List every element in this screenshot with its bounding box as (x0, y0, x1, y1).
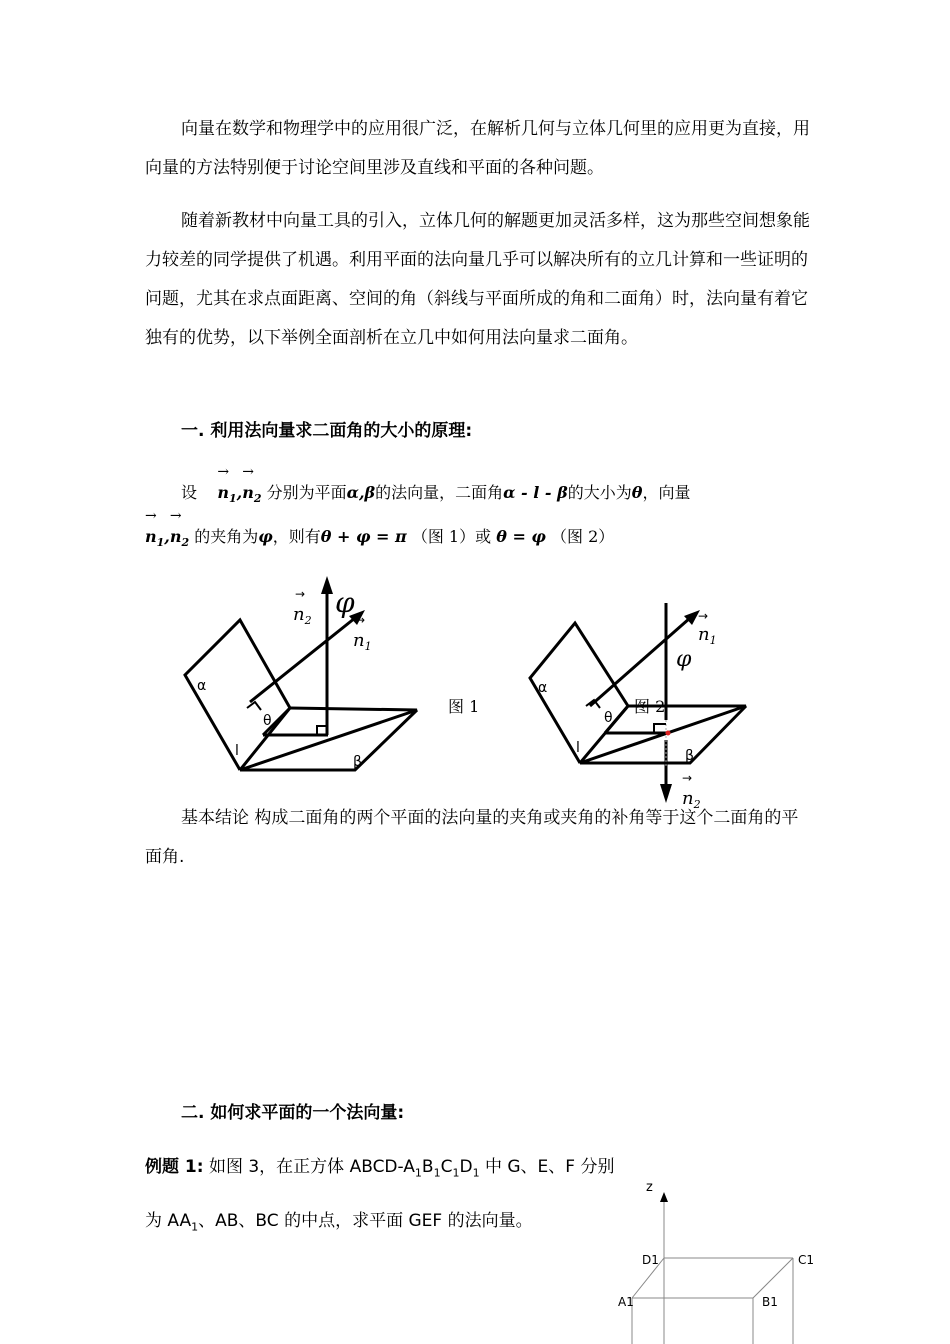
vector-arrow-n2: → (295, 587, 306, 601)
foot-point (666, 731, 671, 736)
principle-line-1 (181, 480, 690, 505)
label-beta: β (685, 748, 694, 764)
section-1-heading: 一. 利用法向量求二面角的大小的原理: (181, 421, 473, 441)
label-l: l (576, 740, 580, 756)
text-fig2: （图 2） (551, 527, 615, 546)
label-c1: C1 (798, 1253, 815, 1267)
figure-1-diagram (175, 570, 425, 785)
intro-paragraph-1: 向量在数学和物理学中的应用很广泛，在解析几何与立体几何里的应用更为直接，用向量的方法特别便于讨论空间里涉及直线和平面的各种问题。 (145, 119, 810, 178)
text-normal-vectors-of: 分别为平面 (266, 483, 347, 502)
figure-2-caption: 图 2 (634, 697, 666, 716)
label-phi: φ (335, 586, 355, 619)
figure-1-caption: 图 1 (448, 697, 480, 716)
principle-line-2 (145, 524, 614, 549)
intro-paragraph-2: 随着新教材中向量工具的引入，立体几何的解题更加灵活多样，这为那些空间想象能力较差的同学提供了机遇。利用平面的法向量几乎可以解决所有的立几计算和一些证明的问题，尤其在求点面距离、空间的角（斜线与平面所成的角和二面角）时，法向量有着它独有的优势，以下举例全面剖析在立几中如何用法向量求二面角。 (145, 211, 810, 348)
label-alpha: α (538, 680, 548, 696)
comma: , (164, 527, 170, 546)
right-angle-marker-alpha (247, 702, 261, 710)
vector-n2: → $n_2$ (242, 483, 261, 505)
example-1-line-1: 例题 1: 如图 3，在正方体 ABCD-$A_1B_1C_1D_1$ 中 G、E、F 分别 (145, 1157, 615, 1180)
vector-n1: → $n_1$ (217, 483, 236, 505)
comma: , (236, 483, 243, 502)
normal-n1-line (590, 618, 690, 706)
basic-conclusion: 基本结论 构成二面角的两个平面的法向量的夹角或夹角的补角等于这个二面角的平面角. (145, 808, 799, 867)
equation-equal: θ = φ (496, 527, 546, 546)
dihedral-expression: α - l - β (503, 483, 568, 502)
example-label: 例题 1: (145, 1157, 204, 1177)
label-alpha: α (197, 678, 207, 694)
label-z: z (646, 1180, 653, 1195)
label-beta: β (353, 754, 362, 770)
section-2-heading: 二. 如何求平面的一个法向量: (181, 1103, 405, 1123)
figure-3-cube-diagram (600, 1172, 830, 1344)
text-she: 设 (181, 483, 198, 502)
label-n1: $n_1$ (698, 624, 717, 647)
equation-sum: θ + φ = π (320, 527, 407, 546)
text-fig1-or: （图 1）或 (411, 527, 492, 546)
vector-arrow-n2: → (682, 771, 693, 785)
label-theta: θ (263, 713, 272, 729)
label-n2: $n_2$ (293, 604, 312, 627)
vector-n1: → $n_1$ (145, 527, 164, 549)
label-theta: θ (604, 710, 613, 726)
text-vector: ，向量 (642, 483, 691, 502)
label-phi: φ (676, 647, 692, 672)
edge-c1-b1 (753, 1258, 793, 1298)
vector-n2: → $n_2$ (170, 527, 189, 549)
example-1-line-2: 为 $AA_1$、AB、BC 的中点，求平面 GEF 的法向量。 (145, 1211, 533, 1234)
phi-symbol: φ (258, 527, 273, 546)
label-n1: $n_1$ (353, 630, 372, 653)
text-then: ，则有 (272, 527, 321, 546)
vector-arrow-n1: → (355, 613, 366, 627)
label-n2: $n_2$ (682, 788, 701, 811)
label-d1: D1 (642, 1253, 659, 1267)
arrowhead-n2-icon (321, 576, 333, 594)
vector-arrow-n1: → (698, 609, 709, 623)
normal-n1-line (250, 618, 355, 702)
text-size-is: 的大小为 (567, 483, 632, 502)
label-b1: B1 (762, 1295, 778, 1309)
label-l: l (235, 743, 239, 759)
z-axis-arrow-icon (660, 1192, 668, 1202)
label-a1: A1 (618, 1295, 634, 1309)
text-dihedral-angle: 的法向量，二面角 (375, 483, 504, 502)
theta-symbol: θ (631, 483, 643, 502)
planes-alpha-beta: α,β (346, 483, 376, 502)
text-angle-between: 的夹角为 (194, 527, 259, 546)
